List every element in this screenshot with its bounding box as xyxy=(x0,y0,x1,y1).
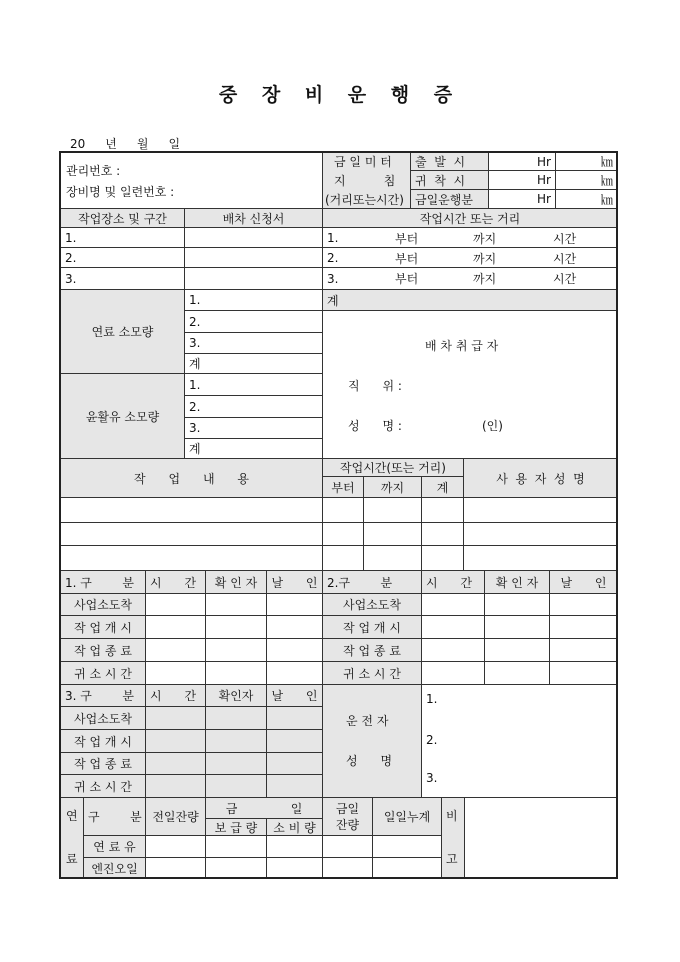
consumption-field[interactable] xyxy=(184,395,323,418)
date-year: 년 xyxy=(105,137,117,151)
section3-row-label xyxy=(60,774,146,798)
section2-field[interactable] xyxy=(421,638,485,662)
section1-field[interactable] xyxy=(205,615,267,639)
section2-row-label-text: 작 업 종 료 xyxy=(343,643,401,658)
today-header xyxy=(205,797,323,819)
section1-field[interactable] xyxy=(145,661,206,685)
col-work-time-text: 작업시간 또는 거리 xyxy=(419,211,521,226)
content-from-header xyxy=(322,476,364,498)
meter-row-label xyxy=(410,170,489,190)
section3-row-label-text: 사업소도착 xyxy=(74,711,132,726)
section3-header-text: 날 인 xyxy=(271,689,318,703)
total-field[interactable] xyxy=(421,545,464,571)
from-label: 부터 xyxy=(395,272,419,286)
lube-consumption-label-text: 윤활유 소모량 xyxy=(85,409,160,424)
section2-header xyxy=(484,570,550,594)
work-time-field-text: 1. xyxy=(327,230,339,245)
user-name-header xyxy=(463,458,618,498)
section1-header xyxy=(145,570,206,594)
supply-header-text: 보 급 량 xyxy=(214,820,258,835)
section3-header-text: 시 간 xyxy=(150,689,197,703)
cumulative-header xyxy=(372,797,442,836)
lube-consumption-label xyxy=(60,373,185,459)
content-from-header-text: 부터 xyxy=(331,480,355,495)
fuel-consumption-label-text: 연료 소모량 xyxy=(91,325,154,339)
section1-row-label xyxy=(60,593,146,616)
content-time-header-text: 작업시간(또는 거리) xyxy=(340,461,446,475)
section1-row-label-text: 작 업 종 료 xyxy=(74,643,132,658)
fuel-field[interactable] xyxy=(372,857,442,879)
col-work-place-text: 작업장소 및 구간 xyxy=(78,211,167,226)
section2-header-text: 2.구 분 xyxy=(327,575,393,590)
fuel-row-label-text: 엔진오일 xyxy=(91,861,138,876)
consumption-field-text: 계 xyxy=(189,357,201,371)
section3-header xyxy=(205,684,267,707)
fuel-field[interactable] xyxy=(145,835,206,858)
hours-label: 시간 xyxy=(553,272,577,286)
meter-km-field-text: ㎞ xyxy=(600,155,613,169)
used-header xyxy=(266,818,323,836)
hours-label: 시간 xyxy=(553,232,577,246)
fuel-field[interactable] xyxy=(205,835,267,858)
content-time-header xyxy=(322,458,464,477)
user-name-field[interactable] xyxy=(463,497,618,523)
meter-hr-field[interactable] xyxy=(488,170,556,190)
work-content-field[interactable] xyxy=(60,545,323,571)
section1-field[interactable] xyxy=(266,661,323,685)
work-place-field[interactable] xyxy=(60,247,185,268)
section1-field[interactable] xyxy=(205,638,267,662)
section1-field[interactable] xyxy=(205,661,267,685)
section3-field[interactable] xyxy=(145,774,206,798)
fuel-field[interactable] xyxy=(145,857,206,879)
driver-names-cell[interactable] xyxy=(421,684,618,798)
consumption-field[interactable] xyxy=(184,289,323,311)
section3-row-label-text: 작 업 개 시 xyxy=(74,734,132,749)
meter-hr-field-text: Hr xyxy=(537,173,551,187)
from-field[interactable] xyxy=(322,545,364,571)
meter-km-field-text: ㎞ xyxy=(600,192,613,207)
fuel-row-label xyxy=(83,835,146,858)
hours-label: 시간 xyxy=(553,252,577,266)
section1-row-label-text: 작 업 개 시 xyxy=(74,620,132,635)
driver-label: 운 전 자 xyxy=(346,714,389,728)
work-content-header xyxy=(60,458,323,498)
section1-header-text: 시 간 xyxy=(150,575,197,590)
fuel-category-header-text: 구 분 xyxy=(88,810,142,824)
section2-field[interactable] xyxy=(421,615,485,639)
section2-field[interactable] xyxy=(549,615,618,639)
date-year-prefix: 20 xyxy=(70,137,86,151)
section1-field[interactable] xyxy=(266,593,323,616)
content-total-header-text: 계 xyxy=(436,480,449,495)
to-label: 까지 xyxy=(473,252,497,266)
meter-row-label-text: 출 발 시 xyxy=(415,155,466,169)
dispatch-request-field[interactable] xyxy=(184,267,323,290)
section2-header-text: 확 인 자 xyxy=(495,575,539,590)
section3-field[interactable] xyxy=(145,729,206,753)
dispatcher-name-label: 성 명 : xyxy=(348,419,402,433)
meter-label-line3: (거리또는시간) xyxy=(325,193,404,207)
section1-header-text: 확 인 자 xyxy=(214,575,258,590)
section3-field[interactable] xyxy=(266,752,323,775)
content-to-header xyxy=(363,476,422,498)
used-header-text: 소 비 량 xyxy=(273,820,316,835)
today-header-text: 금 일 xyxy=(225,801,303,816)
meter-km-field[interactable] xyxy=(555,170,618,190)
work-time-total-text: 계 xyxy=(327,293,339,308)
from-label: 부터 xyxy=(395,232,419,246)
consumption-field[interactable] xyxy=(184,417,323,439)
supply-header xyxy=(205,818,267,836)
consumption-field-text: 1. xyxy=(189,377,201,392)
fuel-field[interactable] xyxy=(322,835,373,858)
meter-label-line1: 금 일 미 터 xyxy=(334,155,392,169)
section1-header-text: 날 인 xyxy=(271,575,318,590)
section3-row-label xyxy=(60,729,146,753)
section2-row-label xyxy=(322,593,422,616)
section3-field[interactable] xyxy=(205,774,267,798)
section2-row-label-text: 사업소도착 xyxy=(343,598,401,612)
consumption-field-text: 계 xyxy=(189,442,201,456)
fuel-field[interactable] xyxy=(266,835,323,858)
section1-header-text: 1. 구 분 xyxy=(65,575,134,590)
consumption-field-text: 3. xyxy=(189,336,201,350)
section1-field[interactable] xyxy=(266,615,323,639)
from-field[interactable] xyxy=(322,497,364,523)
section3-header xyxy=(266,684,323,707)
note-label-2: 고 xyxy=(446,852,458,866)
section3-row-label-text: 귀 소 시 간 xyxy=(74,779,132,794)
section1-header xyxy=(205,570,267,594)
meter-km-field-text: ㎞ xyxy=(600,173,613,188)
consumption-field[interactable] xyxy=(184,332,323,354)
fuel-field[interactable] xyxy=(266,857,323,879)
work-place-field[interactable] xyxy=(60,227,185,248)
section2-header xyxy=(549,570,618,594)
consumption-field-text: 3. xyxy=(189,421,201,435)
section3-header-text: 3. 구 분 xyxy=(65,689,134,703)
fuel-row-label xyxy=(83,857,146,879)
section2-row-label-text: 귀 소 시 간 xyxy=(343,666,401,681)
section1-field[interactable] xyxy=(145,638,206,662)
date-line xyxy=(70,135,200,152)
section2-field[interactable] xyxy=(484,615,550,639)
section1-field[interactable] xyxy=(266,638,323,662)
date-month: 월 xyxy=(136,137,149,151)
section2-field[interactable] xyxy=(549,661,618,685)
meter-hr-field[interactable] xyxy=(488,152,556,171)
section3-header-text: 확인자 xyxy=(218,689,254,703)
from-field[interactable] xyxy=(322,522,364,546)
section1-row-label xyxy=(60,615,146,639)
fuel-field[interactable] xyxy=(322,857,373,879)
meter-km-field[interactable] xyxy=(555,152,618,171)
user-name-field[interactable] xyxy=(463,522,618,546)
dispatcher-title: 배 차 취 급 자 xyxy=(425,339,499,353)
to-field[interactable] xyxy=(363,497,422,523)
dispatch-request-field[interactable] xyxy=(184,227,323,248)
fuel-consumption-label xyxy=(60,289,185,374)
section3-field[interactable] xyxy=(266,706,323,730)
fuel-row-label-text: 연 료 유 xyxy=(93,840,136,854)
meter-hr-field-text: Hr xyxy=(537,154,551,169)
meter-hr-field-text: Hr xyxy=(537,192,551,206)
consumption-field[interactable] xyxy=(184,310,323,333)
cumulative-header-text: 일일누계 xyxy=(383,810,431,824)
content-to-header-text: 까지 xyxy=(380,480,405,495)
section3-field[interactable] xyxy=(266,729,323,753)
col-dispatch-request xyxy=(184,208,323,228)
driver-item-1: 1. xyxy=(426,692,438,706)
col-work-time xyxy=(322,208,618,228)
work-place-field-text: 3. xyxy=(65,271,77,286)
management-info-cell[interactable] xyxy=(60,152,323,209)
work-time-field-text: 2. xyxy=(327,250,339,265)
work-time-field-text: 3. xyxy=(327,271,339,286)
section3-field[interactable] xyxy=(205,706,267,730)
consumption-field[interactable] xyxy=(184,353,323,374)
total-field[interactable] xyxy=(421,497,464,523)
section3-field[interactable] xyxy=(205,729,267,753)
total-field[interactable] xyxy=(421,522,464,546)
section1-field[interactable] xyxy=(145,593,206,616)
work-content-field[interactable] xyxy=(60,522,323,546)
section1-row-label xyxy=(60,638,146,662)
meter-hr-field[interactable] xyxy=(488,189,556,209)
consumption-field[interactable] xyxy=(184,373,323,396)
section1-row-label-text: 사업소도착 xyxy=(74,598,132,612)
section2-header xyxy=(322,570,422,594)
section3-row-label xyxy=(60,752,146,775)
from-label: 부터 xyxy=(395,252,419,266)
dispatch-request-field[interactable] xyxy=(184,247,323,268)
today-remaining-header-text: 금일 잔량 xyxy=(335,801,360,832)
section3-header xyxy=(60,684,146,707)
driver-label-cell xyxy=(322,684,422,798)
user-name-header-text: 사 용 자 성 명 xyxy=(496,471,585,486)
work-place-field[interactable] xyxy=(60,267,185,290)
section3-field[interactable] xyxy=(266,774,323,798)
management-number-label: 관리번호 : xyxy=(66,164,121,178)
content-total-header xyxy=(421,476,464,498)
consumption-field-text: 2. xyxy=(189,399,201,414)
work-place-field-text: 1. xyxy=(65,230,77,245)
section1-field[interactable] xyxy=(205,593,267,616)
fuel-field[interactable] xyxy=(205,857,267,879)
consumption-field-text: 1. xyxy=(189,293,201,307)
section2-field[interactable] xyxy=(484,661,550,685)
prev-remaining-header-text: 전일잔량 xyxy=(152,810,199,824)
section2-field[interactable] xyxy=(484,638,550,662)
col-dispatch-request-text: 배차 신청서 xyxy=(222,211,285,226)
meter-row-label xyxy=(410,152,489,171)
section1-header xyxy=(266,570,323,594)
work-content-field[interactable] xyxy=(60,497,323,523)
driver-name-label: 성 명 xyxy=(346,754,393,768)
section3-field[interactable] xyxy=(205,752,267,775)
section2-row-label-text: 작 업 개 시 xyxy=(343,620,401,635)
to-label: 까지 xyxy=(473,272,497,286)
section1-field[interactable] xyxy=(145,615,206,639)
page-title: 중 장 비 운 행 증 xyxy=(218,84,462,106)
section3-field[interactable] xyxy=(145,706,206,730)
meter-row-label xyxy=(410,189,489,209)
prev-remaining-header xyxy=(145,797,206,836)
dispatcher-seal-label: (인) xyxy=(482,419,503,433)
meter-row-label-text: 귀 착 시 xyxy=(415,173,466,188)
section2-row-label xyxy=(322,661,422,685)
today-remaining-header xyxy=(322,797,373,836)
section2-row-label xyxy=(322,638,422,662)
section2-field[interactable] xyxy=(421,593,485,616)
section2-field[interactable] xyxy=(549,593,618,616)
fuel-side-label-2: 료 xyxy=(66,852,78,866)
consumption-field-text: 2. xyxy=(189,314,201,329)
section3-row-label xyxy=(60,706,146,730)
section3-row-label-text: 작 업 종 료 xyxy=(74,757,132,771)
note-label-1: 비 xyxy=(446,809,458,823)
to-label: 까지 xyxy=(473,232,497,246)
section2-field[interactable] xyxy=(421,661,485,685)
section2-header-text: 날 인 xyxy=(560,575,607,590)
section2-field[interactable] xyxy=(484,593,550,616)
note-field[interactable] xyxy=(464,797,618,879)
equipment-name-label: 장비명 및 일련번호 : xyxy=(66,185,175,199)
work-content-header-text: 작 업 내 용 xyxy=(133,471,250,486)
meter-km-field[interactable] xyxy=(555,189,618,209)
to-field[interactable] xyxy=(363,522,422,546)
consumption-field[interactable] xyxy=(184,438,323,459)
section2-field[interactable] xyxy=(549,638,618,662)
section1-header xyxy=(60,570,146,594)
section2-row-label xyxy=(322,615,422,639)
to-field[interactable] xyxy=(363,545,422,571)
meter-label-line2: 지 침 xyxy=(334,174,396,188)
section3-header xyxy=(145,684,206,707)
col-work-place xyxy=(60,208,185,228)
work-time-total xyxy=(322,289,618,311)
fuel-category-header xyxy=(83,797,146,836)
date-day: 일 xyxy=(168,137,181,151)
fuel-field[interactable] xyxy=(372,835,442,858)
section3-field[interactable] xyxy=(145,752,206,775)
driver-item-3: 3. xyxy=(426,771,438,785)
section1-row-label-text: 귀 소 시 간 xyxy=(74,666,132,681)
fuel-side-label-1: 연 xyxy=(66,809,78,823)
section1-row-label xyxy=(60,661,146,685)
dispatcher-position-label: 직 위 : xyxy=(348,379,402,393)
meter-row-label-text: 금일운행분 xyxy=(415,192,473,207)
section2-header-text: 시 간 xyxy=(426,575,473,590)
work-place-field-text: 2. xyxy=(65,250,77,265)
driver-item-2: 2. xyxy=(426,733,438,747)
section2-header xyxy=(421,570,485,594)
user-name-field[interactable] xyxy=(463,545,618,571)
